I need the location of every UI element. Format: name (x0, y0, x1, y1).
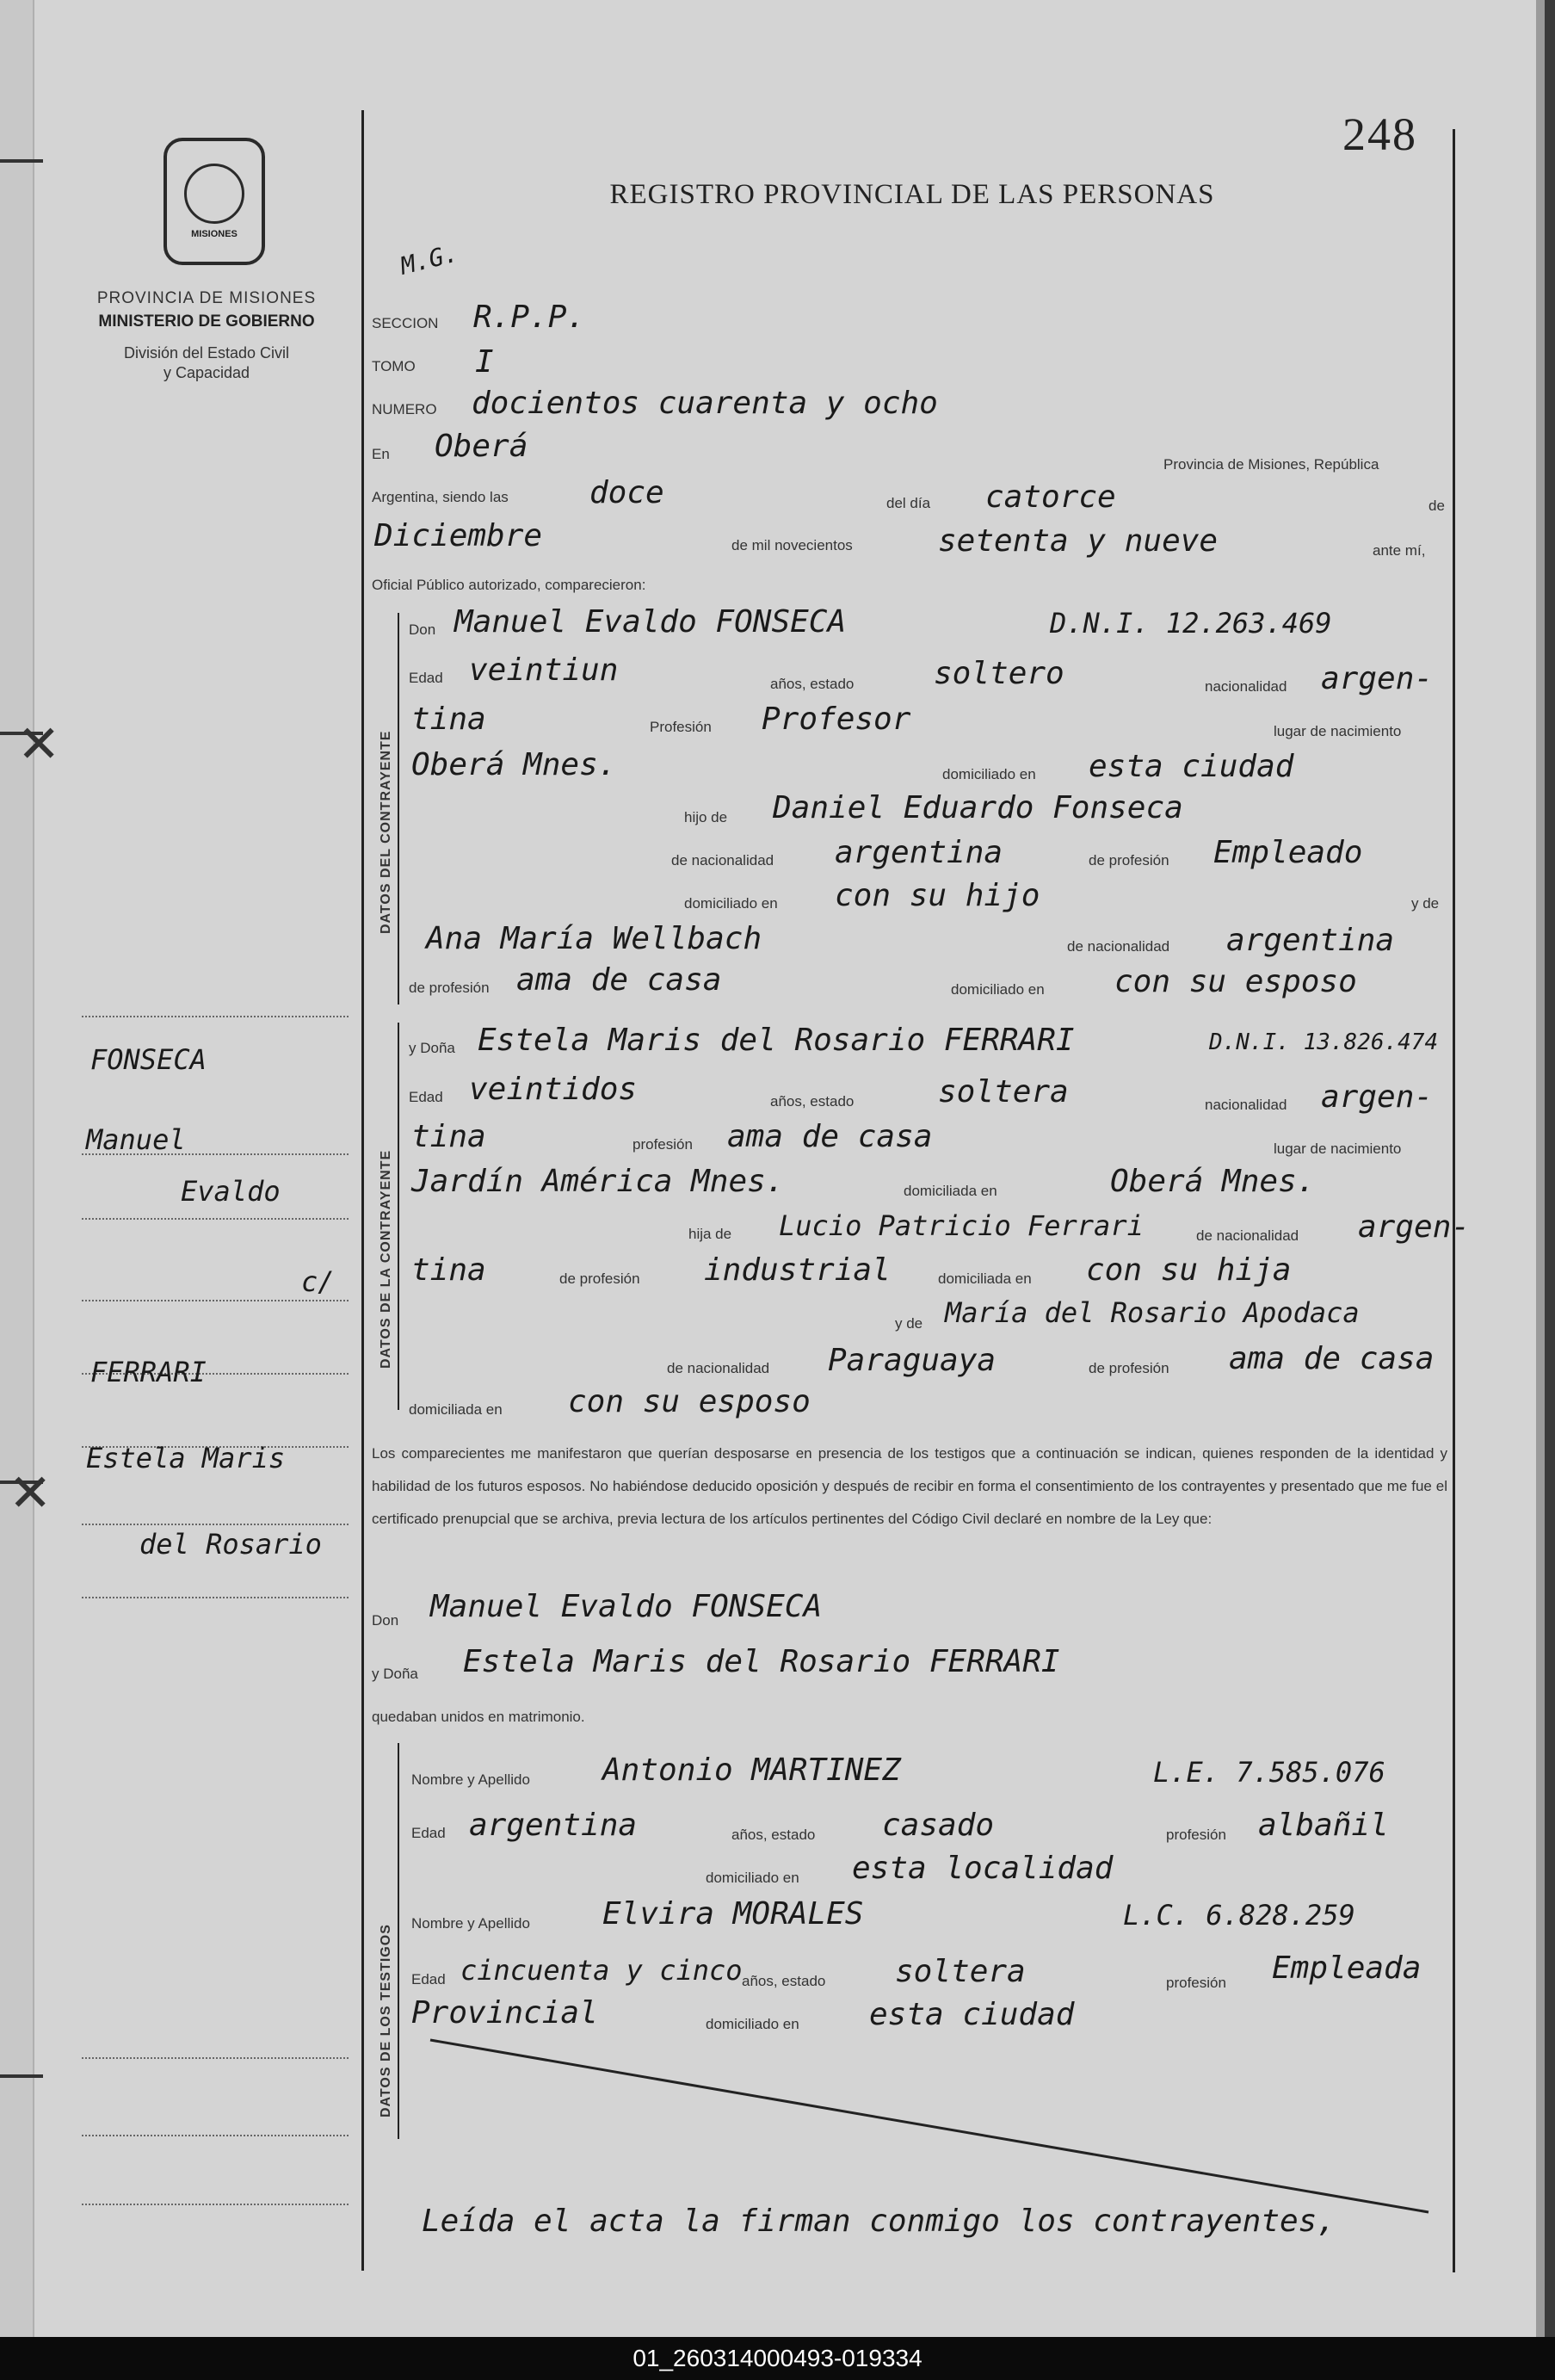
label-profesion-2: profesión (632, 1136, 693, 1153)
image-id-footer: 01_260314000493-019334 (0, 2337, 1555, 2380)
label-domiciliado-4: domiciliado en (706, 1870, 799, 1886)
groom-mother: Ana María Wellbach (426, 921, 762, 956)
groom-father-nat: argentina (835, 835, 1003, 870)
witness2-name: Elvira MORALES (602, 1896, 864, 1932)
margin-bride-surname: FERRARI (90, 1356, 207, 1388)
stitch-mark-icon: ✕ (9, 1463, 52, 1524)
bride-nat-2: tina (411, 1119, 486, 1154)
binding-hole (0, 2074, 43, 2078)
margin-dot-line (82, 1300, 349, 1301)
division-line-2: y Capacidad (163, 364, 250, 381)
handwritten-annotation: M.G. (398, 238, 461, 281)
margin-groom-first: Manuel (86, 1123, 186, 1156)
label-edad-4: Edad (411, 1971, 446, 1987)
bride-father-nat-2: tina (411, 1252, 486, 1288)
label-domiciliado-3: domiciliado en (951, 981, 1045, 998)
label-nacionalidad: nacionalidad (1205, 678, 1287, 695)
margin-bride-first: Estela Maris (86, 1442, 286, 1474)
label-y-dona: y Doña (409, 1040, 455, 1056)
label-profesion-3: profesión (1166, 1827, 1226, 1843)
margin-groom-surname: FONSECA (90, 1043, 207, 1076)
right-margin-line (1453, 129, 1455, 2272)
value-hora: doce (589, 475, 664, 510)
witness1-profession: albañil (1258, 1808, 1389, 1843)
groom-profession: Profesor (762, 702, 911, 737)
label-de-profesion-2: de profesión (409, 980, 490, 996)
label-de-nacionalidad: de nacionalidad (671, 852, 774, 869)
witness1-address: esta localidad (852, 1851, 1114, 1886)
division-line-1: División del Estado Civil (123, 344, 290, 362)
margin-dot-line (82, 1016, 349, 1017)
label-profesion-4: profesión (1166, 1975, 1226, 1991)
bride-address: Oberá Mnes. (1110, 1164, 1316, 1199)
bride-mother-nat: Paraguaya (828, 1343, 997, 1378)
label-domiciliada: domiciliada en (904, 1183, 997, 1199)
margin-dot-line (82, 2204, 349, 2205)
witness2-prof-1: Empleada (1272, 1950, 1422, 1986)
margin-dot-line (82, 2135, 349, 2136)
label-de-nacionalidad-2: de nacionalidad (1067, 938, 1170, 955)
label-de-nacionalidad-3: de nacionalidad (1196, 1227, 1299, 1244)
groom-nat-2: tina (411, 702, 486, 737)
label-nombre-apellido: Nombre y Apellido (411, 1771, 530, 1788)
label-edad-2: Edad (409, 1089, 443, 1105)
page-number: 248 (1342, 108, 1417, 160)
margin-bride-middle: del Rosario (139, 1528, 322, 1561)
declaration-groom: Manuel Evaldo FONSECA (430, 1589, 823, 1624)
groom-bracket (398, 613, 399, 1005)
bride-age: veintidos (469, 1072, 638, 1107)
groom-dni: D.N.I. 12.263.469 (1050, 607, 1332, 640)
label-anos-estado-3: años, estado (731, 1827, 816, 1843)
label-datos-contrayente: DATOS DEL CONTRAYENTE (379, 730, 393, 934)
label-y-dona-2: y Doña (372, 1666, 418, 1682)
witness2-status: soltera (895, 1954, 1026, 1989)
bride-father-nat-1: argen- (1358, 1209, 1471, 1245)
bride-mother: María del Rosario Apodaca (945, 1296, 1360, 1329)
bride-father: Lucio Patricio Ferrari (779, 1209, 1144, 1242)
groom-mother-prof: ama de casa (516, 962, 722, 998)
witness2-doc: L.C. 6.828.259 (1123, 1899, 1355, 1932)
witness2-prof-2: Provincial (411, 1995, 598, 2031)
bride-birthplace: Jardín América Mnes. (411, 1164, 785, 1199)
label-ante-mi: ante mí, (1373, 542, 1426, 559)
label-edad-3: Edad (411, 1825, 446, 1841)
label-anos-estado-2: años, estado (770, 1093, 855, 1110)
label-lugar-nac-2: lugar de nacimiento (1274, 1141, 1402, 1157)
witness1-age: argentina (469, 1808, 638, 1843)
label-anos-estado: años, estado (770, 676, 855, 692)
label-nacionalidad-2: nacionalidad (1205, 1097, 1287, 1113)
label-numero: NUMERO (372, 401, 437, 417)
label-de-profesion-4: de profesión (1089, 1360, 1169, 1376)
bride-bracket (398, 1023, 399, 1410)
margin-separator: c/ (301, 1265, 335, 1298)
label-de: de (1429, 498, 1445, 514)
value-anio: setenta y nueve (938, 523, 1219, 559)
label-seccion: SECCION (372, 315, 439, 331)
stitch-mark-icon: ✕ (17, 714, 61, 775)
label-domiciliada-2: domiciliada en (938, 1270, 1032, 1287)
groom-address: esta ciudad (1089, 749, 1294, 784)
provincial-seal-icon: MISIONES (164, 138, 265, 265)
groom-age: veintiun (469, 652, 619, 688)
label-domiciliado-2: domiciliado en (684, 895, 778, 912)
margin-dot-line (82, 1597, 349, 1598)
groom-father-addr: con su hijo (835, 878, 1040, 913)
value-numero: docientos cuarenta y ocho (472, 386, 938, 421)
left-margin-line (361, 110, 364, 2271)
label-hija-de: hija de (688, 1226, 732, 1242)
value-lugar: Oberá (435, 429, 528, 464)
label-de-mil: de mil novecientos (731, 537, 853, 553)
label-datos-la-contrayente: DATOS DE LA CONTRAYENTE (379, 1149, 393, 1369)
document-title: REGISTRO PROVINCIAL DE LAS PERSONAS (609, 179, 1215, 210)
margin-dot-line (82, 2057, 349, 2059)
binding-strip (0, 0, 34, 2337)
witness1-name: Antonio MARTINEZ (602, 1753, 901, 1788)
groom-mother-addr: con su esposo (1114, 964, 1357, 999)
value-tomo: I (475, 344, 494, 380)
label-de-nacionalidad-4: de nacionalidad (667, 1360, 770, 1376)
label-de-profesion-3: de profesión (559, 1270, 640, 1287)
label-profesion: Profesión (650, 719, 712, 735)
groom-father: Daniel Eduardo Fonseca (773, 790, 1183, 825)
groom-name: Manuel Evaldo FONSECA (454, 604, 847, 640)
label-y-de-2: y de (895, 1315, 923, 1332)
label-anos-estado-4: años, estado (742, 1973, 826, 1989)
margin-dot-line (82, 1524, 349, 1525)
value-dia: catorce (985, 479, 1116, 515)
bride-mother-addr: con su esposo (568, 1384, 811, 1419)
groom-nat-1: argen- (1321, 661, 1434, 696)
label-argentina-siendo: Argentina, siendo las (372, 489, 509, 505)
bride-mother-prof: ama de casa (1229, 1341, 1435, 1376)
province-name: PROVINCIA DE MISIONES (96, 289, 317, 307)
bride-nat-1: argen- (1321, 1079, 1434, 1115)
bride-profession: ama de casa (727, 1119, 933, 1154)
label-domiciliado: domiciliado en (942, 766, 1036, 782)
ministry-name: MINISTERIO DE GOBIERNO (98, 312, 315, 331)
witness2-age: cincuenta y cinco (460, 1954, 743, 1987)
groom-status: soltero (934, 656, 1064, 691)
label-quedaban: quedaban unidos en matrimonio. (372, 1709, 585, 1725)
bride-status: soltera (938, 1074, 1069, 1110)
witness2-address: esta ciudad (869, 1997, 1075, 2032)
cancel-diagonal-line (404, 2031, 1446, 2221)
binding-hole (0, 159, 43, 163)
label-y-de: y de (1411, 895, 1440, 912)
closing-sentence: Leída el acta la firman conmigo los contrayentes, (422, 2204, 1336, 2239)
label-en: En (372, 446, 390, 462)
label-del-dia: del día (886, 495, 931, 511)
label-don-2: Don (372, 1612, 399, 1629)
witness1-status: casado (882, 1808, 995, 1843)
margin-dot-line (82, 1218, 349, 1220)
bride-father-prof: industrial (704, 1252, 891, 1288)
label-domiciliado-5: domiciliado en (706, 2016, 799, 2032)
label-datos-testigos: DATOS DE LOS TESTIGOS (379, 1924, 393, 2117)
witness-bracket (398, 1743, 399, 2139)
groom-mother-nat: argentina (1226, 923, 1395, 958)
label-nombre-apellido-2: Nombre y Apellido (411, 1915, 530, 1932)
legal-paragraph: Los comparecientes me manifestaron que querían desposarse en presencia de los testigos que a continuación se indican, quienes responden de la identidad y habilidad de los futuros esposos. No habiéndose deducido oposición y después de recibir en forma el consentimiento de los contrayentes y presentado que me fue el certificado prenupcial que se archiva, previa lectura de los artículos pertinentes del Código Civil declaré en nombre de la Ley que: (372, 1445, 1447, 1527)
label-edad: Edad (409, 670, 443, 686)
groom-father-prof: Empleado (1213, 835, 1363, 870)
bride-dni: D.N.I. 13.826.474 (1209, 1029, 1439, 1055)
witness1-doc: L.E. 7.585.076 (1153, 1756, 1385, 1789)
margin-groom-middle: Evaldo (181, 1175, 281, 1208)
declaration-bride: Estela Maris del Rosario FERRARI (463, 1644, 1060, 1679)
label-lugar-nac: lugar de nacimiento (1274, 723, 1402, 739)
label-oficial: Oficial Público autorizado, comparecieron: (372, 577, 646, 593)
groom-birthplace: Oberá Mnes. (411, 747, 617, 782)
label-de-profesion: de profesión (1089, 852, 1169, 869)
label-domiciliada-3: domiciliada en (409, 1401, 503, 1418)
label-hijo-de: hijo de (684, 809, 728, 825)
label-tomo: TOMO (372, 358, 416, 374)
bride-name: Estela Maris del Rosario FERRARI (478, 1023, 1075, 1058)
value-mes: Diciembre (374, 518, 543, 553)
label-provincia: Provincia de Misiones, República (1163, 456, 1379, 473)
value-seccion: R.P.P. (473, 300, 586, 335)
label-don: Don (409, 621, 436, 638)
bride-father-addr: con su hija (1086, 1252, 1292, 1288)
